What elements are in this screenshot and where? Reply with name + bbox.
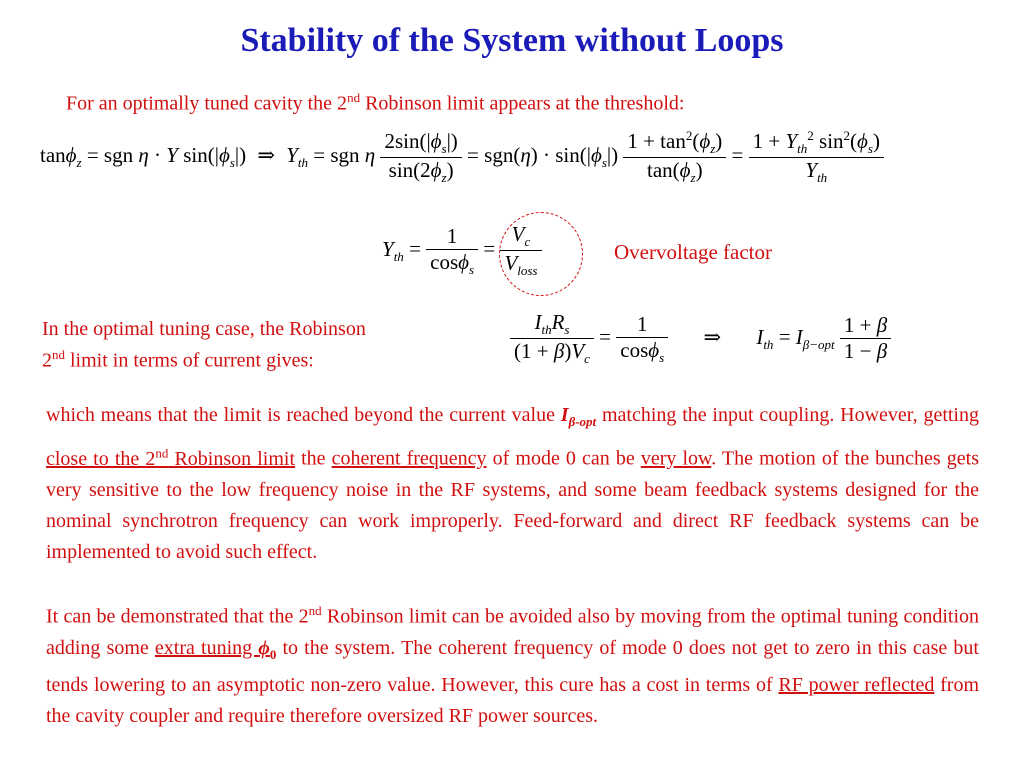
underlined-very-low: very low — [640, 447, 712, 470]
optimal-tuning-text: In the optimal tuning case, the Robinson 2nd limit in terms of current gives: — [42, 318, 366, 372]
underlined-rf-power-reflected: RF power reflected — [778, 673, 935, 696]
underlined-coherent-frequency: coherent frequency — [331, 447, 487, 470]
equation-overvoltage: $Y_{th}$ = $\frac{1}{\cos\phi_s}$ = $\frac{V_c}{V_{loss}}$ — [382, 222, 542, 279]
intro-text: For an optimally tuned cavity the 2nd Robinson limit appears at the threshold: — [66, 90, 685, 115]
overvoltage-label: Overvoltage factor — [614, 240, 773, 264]
paragraph-limit-explanation: which means that the limit is reached beyond the current value $I_{\beta-opt}$ matching the input coupling. However, getting close to the 2nd Robinson limit the coherent frequency of mode 0 can be very low. The motion of the bunches gets very sensitive to the low frequency noise in the RF systems, and some beam feedback systems designed for the nominal synchrotron frequency can work improperly. Feed-forward and direct RF feedback systems can be implemented to avoid such effect. — [46, 404, 980, 563]
equation-threshold: tanϕ$_z$ = sgn η · Y $\sin(|\phi_s|)$ ⇒ $Y_{th}$ = sgn η $\frac{2\sin(|\phi_s|)}{\sin(2\phi_z)}$ = $sgn(\eta) \cdot \sin(|\phi_s|)$ $\frac{1 + \tan^2(\phi_z)}{\tan(\phi_z)}$ = $\frac{1 + Y_{th}^2 \sin^2(\phi_s)}{Y_{th}}$ — [40, 128, 884, 186]
equation-current-limit: $\frac{I_{th}R_s}{(1 + \beta)V_c}$ = $\frac{1}{\cos\phi_s}$ ⇒ $I_{th} = I_{\beta-opt}$ $\frac{1 + \beta}{1 - \beta}$ — [510, 310, 891, 367]
underlined-robinson-limit: close to the 2nd Robinson limit — [46, 445, 296, 470]
current-symbol: $I_{\beta-opt}$ — [560, 404, 597, 429]
page-title: Stability of the System without Loops — [240, 22, 784, 59]
paragraph-extra-tuning: It can be demonstrated that the 2nd Robinson limit can be avoided also by moving from the optimal tuning condition adding some extra tuning $\phi_0$ to the system. The coherent frequency of mode 0 does not get to zero in this case but tends lowering to an asymptotic non-zero value. However, this cure has a cost in terms of RF power reflected from the cavity coupler and require therefore oversized RF power sources. — [46, 603, 980, 727]
underlined-extra-tuning: extra tuning $\phi_0$ — [154, 636, 277, 662]
